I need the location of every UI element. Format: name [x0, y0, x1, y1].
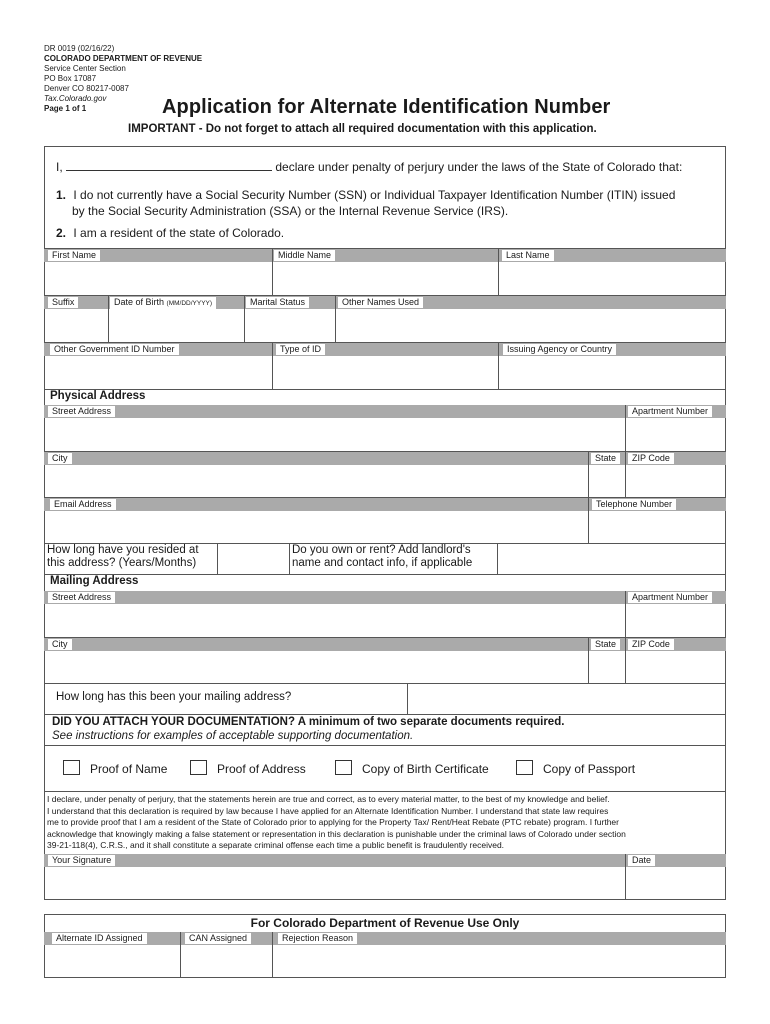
how-long-resided-line-1: How long have you resided at — [47, 544, 199, 556]
other-id-input[interactable] — [45, 357, 271, 388]
marital-status-label: Marital Status — [246, 297, 309, 308]
birth-certificate-label: Copy of Birth Certificate — [362, 762, 489, 776]
docs-subheading: See instructions for examples of acceptable supporting documentation. — [52, 730, 414, 742]
dob-label-text: Date of Birth — [114, 297, 165, 307]
suffix-label: Suffix — [48, 297, 78, 308]
mailing-state-input[interactable] — [589, 652, 624, 682]
declaration-item-2 — [56, 226, 284, 240]
form-id: DR 0019 (02/16/22) — [44, 44, 115, 53]
physical-zip-input[interactable] — [626, 466, 725, 496]
alt-id-assigned-label: Alternate ID Assigned — [52, 933, 147, 944]
issuing-agency-label: Issuing Agency or Country — [503, 344, 616, 355]
website: Tax.Colorado.gov — [44, 94, 107, 103]
first-name-input[interactable] — [45, 263, 271, 294]
city-line: Denver CO 80217-0087 — [44, 84, 129, 93]
other-id-label: Other Government ID Number — [50, 344, 179, 355]
declaration-prefix: I, — [56, 160, 63, 174]
other-names-input[interactable] — [336, 310, 725, 341]
mailing-apt-input[interactable] — [626, 605, 725, 636]
attestation-text — [47, 794, 725, 852]
declaration-line — [56, 159, 682, 174]
physical-state-input[interactable] — [589, 466, 624, 496]
type-of-id-label: Type of ID — [276, 344, 325, 355]
email-input[interactable] — [45, 512, 587, 542]
middle-name-input[interactable] — [273, 263, 497, 294]
item-1-text: I do not currently have a Social Security Number (SSN) or Individual Taxpayer Identification Number (ITIN) issued — [73, 188, 676, 202]
how-long-resided-line-2: this address? (Years/Months) — [47, 557, 197, 569]
middle-name-label: Middle Name — [274, 250, 335, 261]
can-assigned-label: CAN Assigned — [185, 933, 251, 944]
attestation-line-1: I declare, under penalty of perjury, that the statements herein are true and correct, as to every material matter, to the best of my knowledge and belief. — [47, 794, 610, 804]
declarant-name-field[interactable] — [66, 159, 272, 171]
how-long-resided-label — [47, 544, 199, 570]
proof-of-name-checkbox[interactable] — [63, 760, 80, 775]
dob-format: (MM/DD/YYYY) — [166, 300, 213, 307]
important-note: IMPORTANT - Do not forget to attach all required documentation with this application. — [128, 123, 597, 135]
own-or-rent-line-1: Do you own or rent? Add landlord's — [292, 544, 471, 556]
attestation-line-2: I understand that this declaration is required by law because I have applied for an Alternate Identification Number. I understand that state law requires — [47, 805, 609, 816]
mailing-address-heading: Mailing Address — [50, 575, 139, 587]
suffix-input[interactable] — [45, 310, 107, 341]
last-name-label: Last Name — [502, 250, 554, 261]
mailing-city-input[interactable] — [45, 652, 587, 682]
physical-street-input[interactable] — [45, 419, 624, 450]
physical-city-label: City — [48, 453, 72, 464]
mailing-zip-input[interactable] — [626, 652, 725, 682]
dob-input[interactable] — [109, 310, 243, 341]
passport-label: Copy of Passport — [543, 762, 636, 776]
proof-of-address-checkbox[interactable] — [190, 760, 207, 775]
telephone-input[interactable] — [589, 512, 725, 542]
first-name-label: First Name — [48, 250, 100, 261]
alt-id-assigned-input[interactable] — [45, 946, 179, 977]
physical-apt-label: Apartment Number — [628, 406, 712, 417]
own-or-rent-label — [292, 544, 472, 570]
item-1-text-2: by the Social Security Administration (SSA) or the Internal Revenue Service (IRS). — [72, 204, 509, 218]
attestation-line-5: 39-21-118(4), C.R.S., and it shall constitute a separate criminal offense each time a public benefit is fraudulently received. — [47, 840, 505, 850]
dob-label — [110, 297, 216, 309]
own-or-rent-line-2: name and contact info, if applicable — [292, 557, 473, 569]
email-label: Email Address — [50, 499, 116, 510]
mailing-street-label: Street Address — [48, 592, 115, 603]
declaration-suffix: declare under penalty of perjury under the laws of the State of Colorado that: — [275, 160, 683, 174]
physical-street-label: Street Address — [48, 406, 115, 417]
page-number: Page 1 of 1 — [44, 104, 87, 113]
mailing-state-label: State — [591, 639, 620, 650]
signature-input[interactable] — [45, 868, 624, 899]
telephone-label: Telephone Number — [592, 499, 676, 510]
physical-address-heading: Physical Address — [50, 390, 146, 402]
can-assigned-input[interactable] — [181, 946, 271, 977]
passport-checkbox[interactable] — [516, 760, 533, 775]
how-long-resided-input[interactable] — [218, 544, 288, 573]
rejection-reason-label: Rejection Reason — [278, 933, 357, 944]
birth-certificate-checkbox[interactable] — [335, 760, 352, 775]
docs-heading: DID YOU ATTACH YOUR DOCUMENTATION? A minimum of two separate documents required. — [52, 716, 565, 728]
other-names-label: Other Names Used — [338, 297, 423, 308]
department-name: COLORADO DEPARTMENT OF REVENUE — [44, 54, 203, 63]
item-2-text: I am a resident of the state of Colorado. — [73, 226, 285, 240]
item-1-number: 1. — [56, 188, 67, 202]
section-name: Service Center Section — [44, 64, 126, 73]
signature-label: Your Signature — [48, 855, 115, 866]
date-label: Date — [628, 855, 655, 866]
mailing-zip-label: ZIP Code — [628, 639, 674, 650]
mailing-apt-label: Apartment Number — [628, 592, 712, 603]
physical-zip-label: ZIP Code — [628, 453, 674, 464]
mailing-street-input[interactable] — [45, 605, 624, 636]
issuing-agency-input[interactable] — [499, 357, 725, 388]
mailing-how-long-input[interactable] — [408, 684, 725, 713]
marital-status-input[interactable] — [245, 310, 334, 341]
last-name-input[interactable] — [499, 263, 725, 294]
po-box: PO Box 17087 — [44, 74, 97, 83]
physical-city-input[interactable] — [45, 466, 587, 496]
physical-apt-input[interactable] — [626, 419, 725, 450]
attestation-line-3: me to provide proof that I am a resident of the State of Colorado prior to applying for the Property Tax/ Rent/Heat Rebate (PTC rebate) program. I further — [47, 817, 619, 827]
page-title: Application for Alternate Identification Number — [162, 96, 611, 118]
proof-of-address-label: Proof of Address — [217, 762, 306, 776]
mailing-how-long-label: How long has this been your mailing address? — [56, 691, 292, 703]
type-of-id-input[interactable] — [273, 357, 497, 388]
attestation-line-4: acknowledge that knowingly making a false statement or representation in this declaration is punishable under the criminal laws of Colorado under section — [47, 828, 626, 839]
physical-state-label: State — [591, 453, 620, 464]
declaration-item-1 — [56, 187, 675, 219]
office-use-heading: For Colorado Department of Revenue Use Only — [250, 916, 520, 930]
date-input[interactable] — [626, 868, 725, 899]
item-2-number: 2. — [56, 226, 67, 240]
own-or-rent-input[interactable] — [498, 544, 725, 573]
rejection-reason-input[interactable] — [273, 946, 725, 977]
proof-of-name-label: Proof of Name — [90, 762, 168, 776]
mailing-city-label: City — [48, 639, 72, 650]
